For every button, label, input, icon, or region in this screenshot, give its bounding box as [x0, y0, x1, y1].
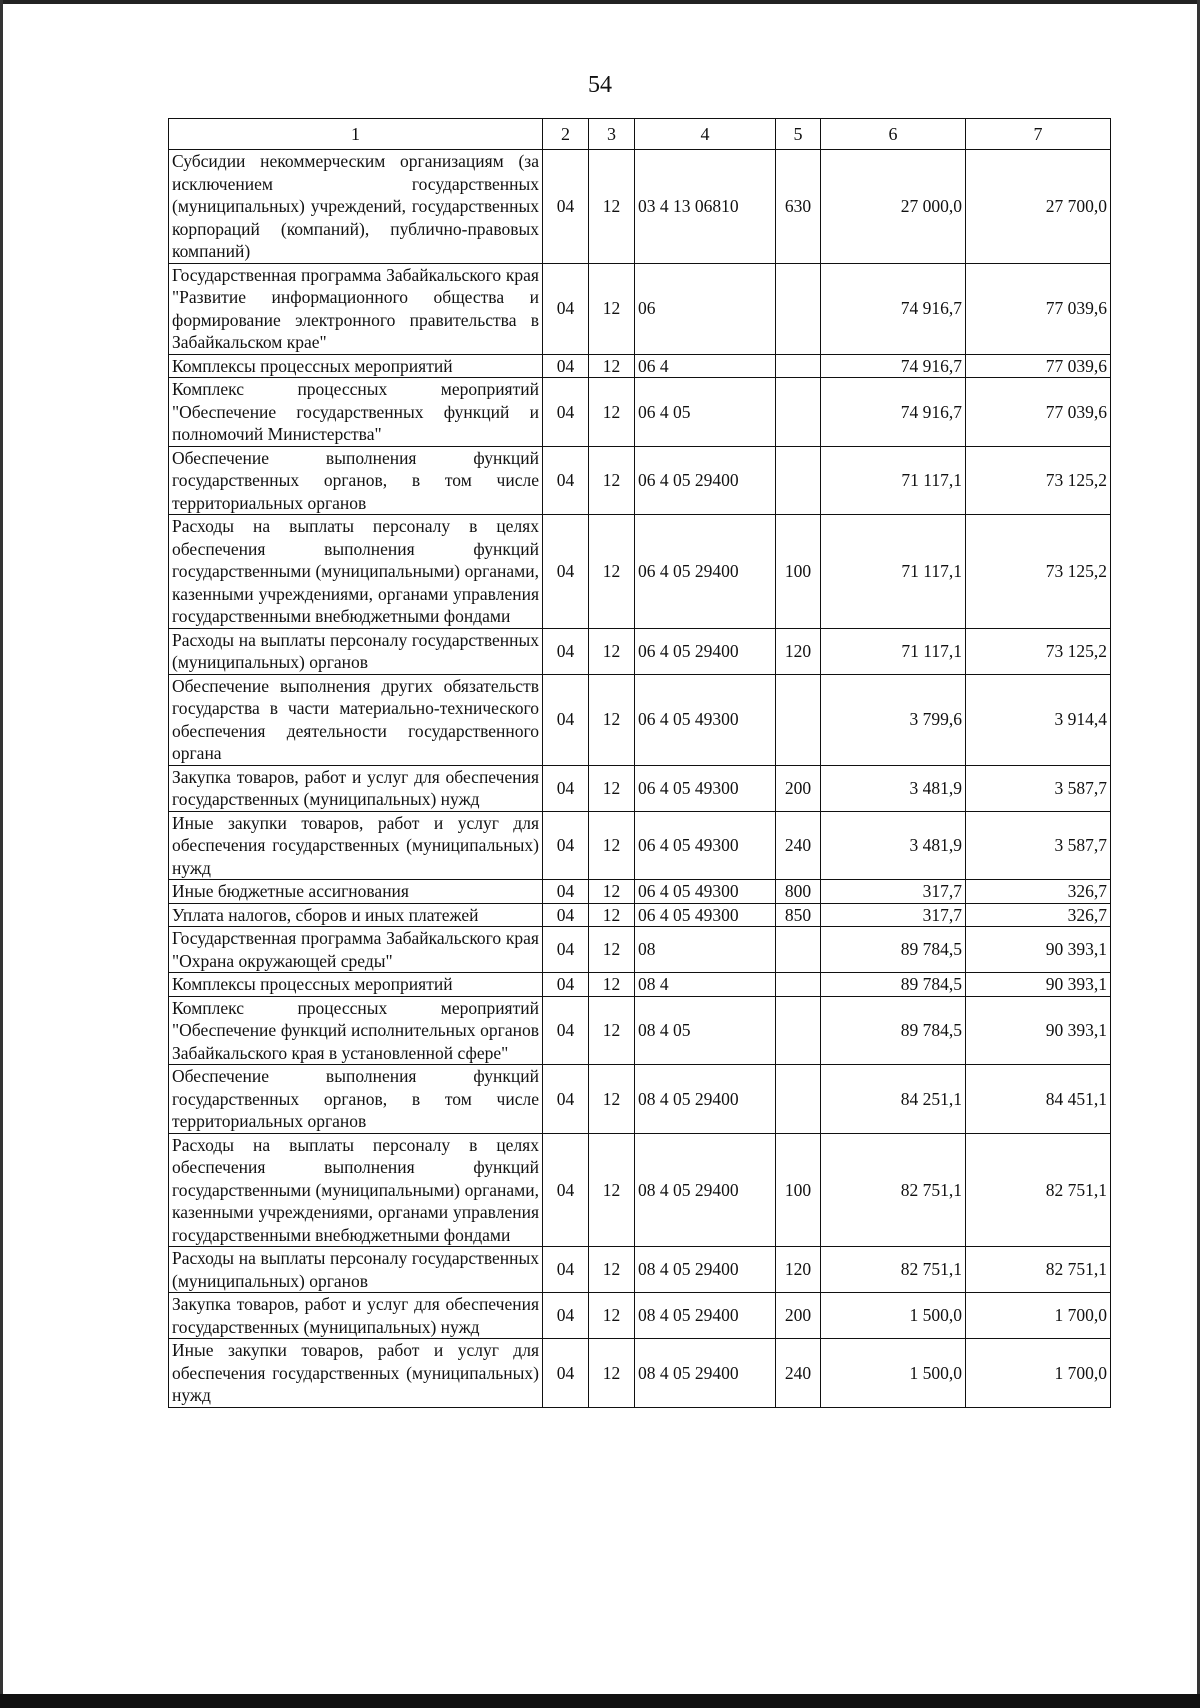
target-article-cell: 08 4 05 29400 — [635, 1293, 776, 1339]
subsection-code-cell: 12 — [589, 263, 635, 354]
expense-type-cell: 200 — [776, 765, 821, 811]
amount-year1-cell: 71 117,1 — [821, 446, 966, 515]
amount-year2-cell: 73 125,2 — [966, 515, 1111, 629]
item-name-cell: Обеспечение выполнения других обязательств государства в части материально-технического обеспечения деятельности государственного органа — [169, 674, 543, 765]
section-code-cell: 04 — [543, 1339, 589, 1408]
amount-year2-cell: 90 393,1 — [966, 927, 1111, 973]
column-header: 6 — [821, 119, 966, 150]
section-code-cell: 04 — [543, 811, 589, 880]
target-article-cell: 06 4 05 — [635, 378, 776, 447]
amount-year2-cell: 82 751,1 — [966, 1133, 1111, 1247]
table-row — [169, 1133, 1111, 1247]
item-name-cell: Иные закупки товаров, работ и услуг для обеспечения государственных (муниципальных) нужд — [169, 1339, 543, 1408]
amount-year1-cell: 89 784,5 — [821, 927, 966, 973]
expense-type-cell — [776, 1065, 821, 1134]
expense-type-cell: 630 — [776, 150, 821, 264]
amount-year1-cell: 3 799,6 — [821, 674, 966, 765]
section-code-cell: 04 — [543, 515, 589, 629]
amount-year2-cell: 1 700,0 — [966, 1339, 1111, 1408]
subsection-code-cell: 12 — [589, 515, 635, 629]
expense-type-cell: 100 — [776, 1133, 821, 1247]
section-code-cell: 04 — [543, 150, 589, 264]
table-row — [169, 1339, 1111, 1408]
target-article-cell: 08 4 05 29400 — [635, 1339, 776, 1408]
table-row — [169, 1065, 1111, 1134]
amount-year1-cell: 89 784,5 — [821, 973, 966, 997]
section-code-cell: 04 — [543, 674, 589, 765]
target-article-cell: 06 4 05 49300 — [635, 903, 776, 927]
column-header: 7 — [966, 119, 1111, 150]
item-name-cell: Государственная программа Забайкальского края "Развитие информационного общества и формирование электронного правительства в Забайкальском крае" — [169, 263, 543, 354]
amount-year1-cell: 317,7 — [821, 903, 966, 927]
table-row — [169, 674, 1111, 765]
section-code-cell: 04 — [543, 880, 589, 904]
target-article-cell: 08 4 05 — [635, 996, 776, 1065]
item-name-cell: Закупка товаров, работ и услуг для обеспечения государственных (муниципальных) нужд — [169, 765, 543, 811]
target-article-cell: 06 4 05 29400 — [635, 628, 776, 674]
amount-year2-cell: 77 039,6 — [966, 378, 1111, 447]
item-name-cell: Иные бюджетные ассигнования — [169, 880, 543, 904]
amount-year2-cell: 73 125,2 — [966, 446, 1111, 515]
target-article-cell: 06 — [635, 263, 776, 354]
scan-edge-bottom — [0, 1694, 1200, 1708]
section-code-cell: 04 — [543, 1293, 589, 1339]
table-row — [169, 354, 1111, 378]
section-code-cell: 04 — [543, 354, 589, 378]
expense-type-cell — [776, 973, 821, 997]
table-row — [169, 515, 1111, 629]
amount-year1-cell: 27 000,0 — [821, 150, 966, 264]
section-code-cell: 04 — [543, 378, 589, 447]
expense-type-cell — [776, 446, 821, 515]
expense-type-cell — [776, 674, 821, 765]
amount-year1-cell: 317,7 — [821, 880, 966, 904]
amount-year1-cell: 74 916,7 — [821, 263, 966, 354]
amount-year2-cell: 90 393,1 — [966, 996, 1111, 1065]
target-article-cell: 06 4 05 49300 — [635, 811, 776, 880]
item-name-cell: Комплекс процессных мероприятий "Обеспечение государственных функций и полномочий Министерства" — [169, 378, 543, 447]
table-row — [169, 880, 1111, 904]
amount-year2-cell: 27 700,0 — [966, 150, 1111, 264]
item-name-cell: Комплексы процессных мероприятий — [169, 354, 543, 378]
table-row — [169, 765, 1111, 811]
subsection-code-cell: 12 — [589, 1065, 635, 1134]
subsection-code-cell: 12 — [589, 354, 635, 378]
amount-year1-cell: 84 251,1 — [821, 1065, 966, 1134]
subsection-code-cell: 12 — [589, 903, 635, 927]
table-row — [169, 263, 1111, 354]
item-name-cell: Иные закупки товаров, работ и услуг для обеспечения государственных (муниципальных) нужд — [169, 811, 543, 880]
section-code-cell: 04 — [543, 263, 589, 354]
subsection-code-cell: 12 — [589, 1133, 635, 1247]
amount-year2-cell: 90 393,1 — [966, 973, 1111, 997]
target-article-cell: 06 4 05 49300 — [635, 880, 776, 904]
target-article-cell: 06 4 05 29400 — [635, 446, 776, 515]
subsection-code-cell: 12 — [589, 150, 635, 264]
target-article-cell: 03 4 13 06810 — [635, 150, 776, 264]
table-row — [169, 446, 1111, 515]
target-article-cell: 08 — [635, 927, 776, 973]
target-article-cell: 06 4 05 49300 — [635, 674, 776, 765]
section-code-cell: 04 — [543, 765, 589, 811]
expense-type-cell: 240 — [776, 811, 821, 880]
section-code-cell: 04 — [543, 903, 589, 927]
column-header: 5 — [776, 119, 821, 150]
amount-year1-cell: 82 751,1 — [821, 1133, 966, 1247]
amount-year1-cell: 82 751,1 — [821, 1247, 966, 1293]
table-row — [169, 1247, 1111, 1293]
section-code-cell: 04 — [543, 1065, 589, 1134]
section-code-cell: 04 — [543, 996, 589, 1065]
amount-year1-cell: 1 500,0 — [821, 1339, 966, 1408]
target-article-cell: 08 4 — [635, 973, 776, 997]
column-header: 1 — [169, 119, 543, 150]
target-article-cell: 06 4 — [635, 354, 776, 378]
target-article-cell: 08 4 05 29400 — [635, 1133, 776, 1247]
amount-year2-cell: 82 751,1 — [966, 1247, 1111, 1293]
scan-edge-left — [0, 0, 3, 1708]
subsection-code-cell: 12 — [589, 996, 635, 1065]
amount-year2-cell: 326,7 — [966, 903, 1111, 927]
amount-year2-cell: 73 125,2 — [966, 628, 1111, 674]
header-row — [169, 119, 1111, 150]
expense-type-cell: 120 — [776, 1247, 821, 1293]
amount-year2-cell: 326,7 — [966, 880, 1111, 904]
budget-table — [168, 118, 1111, 1408]
item-name-cell: Комплекс процессных мероприятий "Обеспечение функций исполнительных органов Забайкальского края в установленной сфере" — [169, 996, 543, 1065]
expense-type-cell: 100 — [776, 515, 821, 629]
amount-year1-cell: 71 117,1 — [821, 628, 966, 674]
amount-year1-cell: 74 916,7 — [821, 378, 966, 447]
item-name-cell: Расходы на выплаты персоналу государственных (муниципальных) органов — [169, 1247, 543, 1293]
amount-year1-cell: 3 481,9 — [821, 765, 966, 811]
item-name-cell: Уплата налогов, сборов и иных платежей — [169, 903, 543, 927]
target-article-cell: 06 4 05 49300 — [635, 765, 776, 811]
expense-type-cell — [776, 354, 821, 378]
item-name-cell: Расходы на выплаты персоналу в целях обеспечения выполнения функций государственными (муниципальными) органами, казенными учреждениями, органами управления государственными внебюджетными фондами — [169, 515, 543, 629]
table-row — [169, 927, 1111, 973]
target-article-cell: 08 4 05 29400 — [635, 1247, 776, 1293]
item-name-cell: Субсидии некоммерческим организациям (за исключением государственных (муниципальных) учреждений, государственных корпораций (компаний), публично-правовых компаний) — [169, 150, 543, 264]
item-name-cell: Государственная программа Забайкальского края "Охрана окружающей среды" — [169, 927, 543, 973]
amount-year1-cell: 89 784,5 — [821, 996, 966, 1065]
expense-type-cell: 800 — [776, 880, 821, 904]
section-code-cell: 04 — [543, 1133, 589, 1247]
expense-type-cell — [776, 927, 821, 973]
section-code-cell: 04 — [543, 446, 589, 515]
column-header: 2 — [543, 119, 589, 150]
table-row — [169, 150, 1111, 264]
table-row — [169, 811, 1111, 880]
amount-year2-cell: 3 587,7 — [966, 811, 1111, 880]
table-row — [169, 628, 1111, 674]
table-body — [169, 150, 1111, 1408]
section-code-cell: 04 — [543, 628, 589, 674]
table-row — [169, 903, 1111, 927]
item-name-cell: Обеспечение выполнения функций государственных органов, в том числе территориальных органов — [169, 446, 543, 515]
amount-year1-cell: 3 481,9 — [821, 811, 966, 880]
expense-type-cell — [776, 378, 821, 447]
item-name-cell: Комплексы процессных мероприятий — [169, 973, 543, 997]
item-name-cell: Закупка товаров, работ и услуг для обеспечения государственных (муниципальных) нужд — [169, 1293, 543, 1339]
amount-year2-cell: 77 039,6 — [966, 354, 1111, 378]
item-name-cell: Расходы на выплаты персоналу в целях обеспечения выполнения функций государственными (муниципальными) органами, казенными учреждениями, органами управления государственными внебюджетными фондами — [169, 1133, 543, 1247]
expense-type-cell: 240 — [776, 1339, 821, 1408]
table-row — [169, 378, 1111, 447]
table-row — [169, 996, 1111, 1065]
subsection-code-cell: 12 — [589, 378, 635, 447]
amount-year1-cell: 1 500,0 — [821, 1293, 966, 1339]
item-name-cell: Обеспечение выполнения функций государственных органов, в том числе территориальных органов — [169, 1065, 543, 1134]
expense-type-cell — [776, 996, 821, 1065]
subsection-code-cell: 12 — [589, 1247, 635, 1293]
subsection-code-cell: 12 — [589, 446, 635, 515]
section-code-cell: 04 — [543, 927, 589, 973]
scan-edge-top — [0, 0, 1200, 4]
subsection-code-cell: 12 — [589, 1293, 635, 1339]
amount-year2-cell: 3 914,4 — [966, 674, 1111, 765]
amount-year2-cell: 1 700,0 — [966, 1293, 1111, 1339]
subsection-code-cell: 12 — [589, 880, 635, 904]
subsection-code-cell: 12 — [589, 973, 635, 997]
amount-year1-cell: 71 117,1 — [821, 515, 966, 629]
section-code-cell: 04 — [543, 1247, 589, 1293]
subsection-code-cell: 12 — [589, 811, 635, 880]
subsection-code-cell: 12 — [589, 628, 635, 674]
page-number: 54 — [588, 72, 612, 98]
amount-year2-cell: 84 451,1 — [966, 1065, 1111, 1134]
target-article-cell: 06 4 05 29400 — [635, 515, 776, 629]
column-header: 4 — [635, 119, 776, 150]
expense-type-cell: 200 — [776, 1293, 821, 1339]
subsection-code-cell: 12 — [589, 1339, 635, 1408]
table-row — [169, 973, 1111, 997]
amount-year2-cell: 3 587,7 — [966, 765, 1111, 811]
section-code-cell: 04 — [543, 973, 589, 997]
subsection-code-cell: 12 — [589, 765, 635, 811]
column-header: 3 — [589, 119, 635, 150]
table-row — [169, 1293, 1111, 1339]
amount-year1-cell: 74 916,7 — [821, 354, 966, 378]
subsection-code-cell: 12 — [589, 674, 635, 765]
expense-type-cell: 850 — [776, 903, 821, 927]
expense-type-cell: 120 — [776, 628, 821, 674]
subsection-code-cell: 12 — [589, 927, 635, 973]
expense-type-cell — [776, 263, 821, 354]
amount-year2-cell: 77 039,6 — [966, 263, 1111, 354]
item-name-cell: Расходы на выплаты персоналу государственных (муниципальных) органов — [169, 628, 543, 674]
target-article-cell: 08 4 05 29400 — [635, 1065, 776, 1134]
